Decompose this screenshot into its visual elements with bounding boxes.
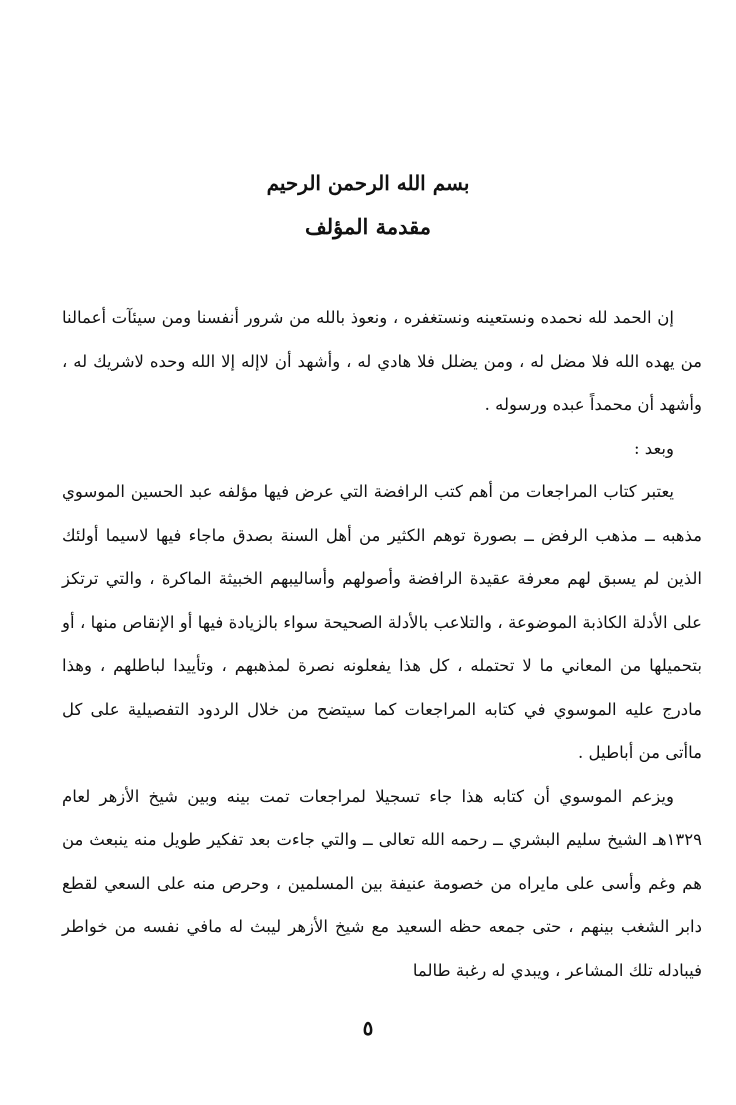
- author-introduction-title: مقدمة المؤلف: [304, 214, 432, 239]
- paragraph-opening-praise: إن الحمد لله نحمده ونستعينه ونستغفره ، ونعوذ بالله من شرور أنفسنا ومن سيئآت أعمالنا من يهده الله فلا مضل له ، ومن يضلل فلا هادي له ، وأشهد أن لاإله إلا الله وحده لاشريك له ، وأشهد أن محمداً عبده ورسوله .: [62, 308, 702, 414]
- paragraph-wa-baad: وبعد :: [634, 438, 674, 458]
- page-number: ٥: [362, 1016, 374, 1040]
- basmala-heading: بسم الله الرحمن الرحيم: [266, 171, 470, 195]
- body-text: [62, 296, 702, 992]
- paragraph-about-book: يعتبر كتاب المراجعات من أهم كتب الرافضة التي عرض فيها مؤلفه عبد الحسين الموسوي مذهبه ــ مذهب الرفض ــ بصورة توهم الكثير من أهل السنة بصدق ماجاء فيها لاسيما أولئك الذين لم يسبق لهم معرفة عقيدة الرافضة وأصولهم وأساليبهم الخبيثة الماكرة ، والتي ترتكز على الأدلة الكاذبة الموضوعة ، والتلاعب بالأدلة الصحيحة سواء بالزيادة فيها أو الإنقاص منها ، أو بتحميلها من المعاني ما لا تحتمله ، كل هذا يفعلونه نصرة لمذهبهم ، وتأييدا لباطلهم ، وهذا مادرج عليه الموسوي في كتابه المراجعات كما سيتضح من خلال الردود التفصيلية على كل ماأتى من أباطيل .: [62, 482, 702, 762]
- paragraph-claim: ويزعم الموسوي أن كتابه هذا جاء تسجيلا لمراجعات تمت بينه وبين شيخ الأزهر لعام ١٣٢٩هـ الشيخ سليم البشري ــ رحمه الله تعالى ــ والتي جاءت بعد تفكير طويل منه ينبعث من هم وغم وأسى على مايراه من خصومة عنيفة بين المسلمين ، وحرص منه على السعي لقطع دابر الشغب بينهم ، حتى جمعه حظه السعيد مع شيخ الأزهر ليبث له مافي نفسه من خواطر فيبادله تلك المشاعر ، ويبدي له رغبة طالما: [62, 786, 702, 980]
